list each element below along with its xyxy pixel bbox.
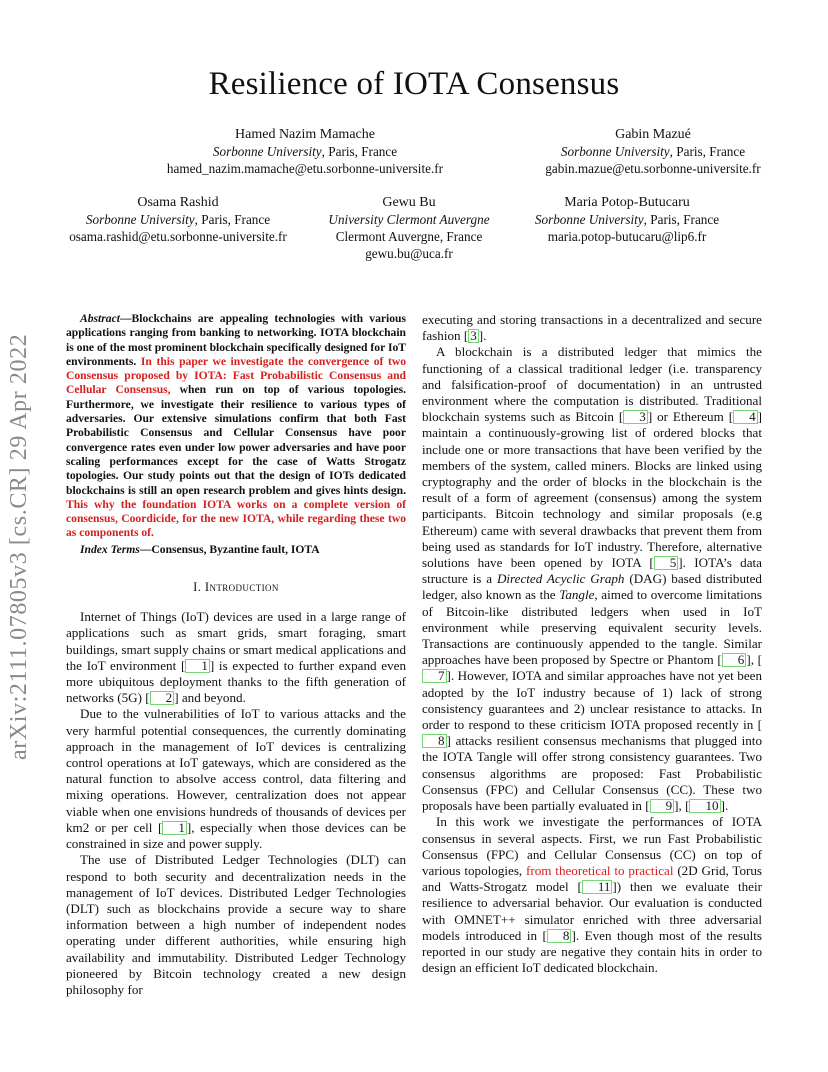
citation-link[interactable]: 5 — [654, 556, 679, 570]
author-affiliation: Sorbonne University, Paris, France — [212, 144, 398, 159]
author-name: Maria Potop-Butucaru — [564, 195, 690, 210]
author-block — [160, 126, 450, 177]
author-block — [522, 194, 732, 245]
author-email: gewu.bu@uca.fr — [365, 246, 453, 261]
citation-link[interactable]: 7 — [422, 669, 447, 683]
author-affiliation: Sorbonne University, Paris, France — [560, 144, 746, 159]
citation-link[interactable]: 8 — [547, 929, 572, 943]
citation-link[interactable]: 1 — [162, 821, 187, 835]
citation-link[interactable]: 2 — [150, 691, 175, 705]
author-email: hamed_nazim.mamache@etu.sorbonne-universite.fr — [166, 161, 444, 176]
left-column — [66, 312, 406, 998]
citation-link[interactable]: 4 — [733, 410, 758, 424]
citation-link[interactable]: 1 — [185, 659, 210, 673]
right-column — [422, 312, 762, 976]
author-affiliation: Sorbonne University, Paris, France — [534, 212, 720, 227]
author-block — [318, 194, 500, 262]
author-name: Osama Rashid — [137, 195, 219, 210]
author-name: Gabin Mazué — [615, 127, 691, 142]
author-email: gabin.mazue@etu.sorbonne-universite.fr — [545, 161, 761, 176]
body-paragraph: The use of Distributed Ledger Technologies (DLT) can respond to both security and decentralization needs in the management of IoT devices. Distributed Ledger Technologies (DLT) such as blockchains provide a secure way to share information between a high number of independent nodes operating under different authorities, while ensuring high availability and immutability. Distributed Ledger Technology pioneered by Bitcoin technology created a new design philosophy for — [66, 852, 406, 997]
body-paragraph: Internet of Things (IoT) devices are used in a large range of applications such as smart grids, smart foraging, smart buildings, smart supply chains or smart medical applications and the IoT environment [ 1 ] is expected to further expand even more ubiquitous deployment thanks to the fifth generation of networks (5G) [ 2 ] and beyond. — [66, 609, 406, 706]
citation-link[interactable]: 10 — [689, 799, 720, 813]
section-heading: I. Introduction — [193, 580, 279, 595]
abstract: Abstract—Blockchains are appealing technologies with various applications ranging from banking to networking. IOTA blockchain is one of the most prominent blockchain specifically designed for IoT environments. In this paper we investigate the convergence of two Consensus proposed by IOTA: Fast Probabilistic Consensus and Cellular Consensus, when run on top of various topologies. Furthermore, we investigate their resilience to various types of adversaries. Our extensive simulations confirm that both Fast Probabilistic Consensus and Cellular Consensus have poor convergence rates even under low power adversaries and have poor scaling performances except for the case of Watts Strogatz topologies. Our study points out that the design of IOTs dedicated blockchains is still an open research problem and gives hints design. This why the foundation IOTA works on a complete version of consensus, Coordicide, for the new IOTA, while regarding these two as components of. — [66, 312, 407, 540]
author-affiliation: Sorbonne University, Paris, France — [85, 212, 271, 227]
author-name: Hamed Nazim Mamache — [235, 127, 375, 142]
author-email: maria.potop-butucaru@lip6.fr — [547, 229, 707, 244]
citation-link[interactable]: 11 — [582, 880, 613, 894]
citation-link[interactable]: 8 — [422, 734, 447, 748]
author-block — [535, 126, 771, 177]
arxiv-identifier: arXiv:2111.07805v3 [cs.CR] 29 Apr 2022 — [6, 333, 32, 760]
index-terms: Index Terms—Consensus, Byzantine fault, IOTA — [80, 542, 320, 556]
citation-link[interactable]: 9 — [650, 799, 675, 813]
body-paragraph: A blockchain is a distributed ledger that mimics the functioning of a classical traditional ledger (i.e. transparency and falsification-proof of documentation) in an untrusted environment where the computation is distributed. Traditional blockchain systems such as Bitcoin [ 3 ] or Ethereum [ 4 ] maintain a continuously-growing list of ordered blocks that include one or more transactions that have been verified by the members of the system, called miners. Blocks are linked using cryptography and the order of blocks in the blockchain is the result of a form of agreement (consensus) among the system participants. Bitcoin technology and similar proposals (e.g Ethereum) came with several drawbacks that prevent them from being used as standards for IoT industry. Therefore, alternative solutions have been opened by IOTA [ 5 ]. IOTA’s data structure is a Directed Acyclic Graph (DAG) based distributed ledger, also known as the Tangle, aimed to overcome limitations of Bitcoin-like distributed ledgers when used in IoT environment while preserving equivalent security levels. Transactions are continuously appended to the tangle. Similar approaches have been proposed by Spectre or Phantom [ 6 ], [7 ]. However, IOTA and similar approaches have not yet been adopted by the IoT industry because of 1) lack of strong consistency guarantees and 2) unclear resistance to attacks. In order to respond to these criticism IOTA proposed recently in [8 ] attacks resilient consensus mechanisms that plugged into the IOTA Tangle will offer strong consistency guarantees. Two consensus algorithms are proposed: Fast Probabilistic Consensus (FPC) and Cellular Consensus (CC). These two proposals have been partially evaluated in [ 9 ], [ 10 ]. — [422, 344, 762, 814]
author-location: Clermont Auvergne, France — [335, 229, 483, 244]
citation-link[interactable]: 3 — [470, 328, 477, 344]
body-paragraph: In this work we investigate the performances of IOTA consensus in several aspects. First, we run Fast Probabilistic Consensus (FPC) and Cellular Consensus (CC) on top of various topologies, from theoretical to practical (2D Grid, Torus and Watts-Strogatz model [ 11 ]) then we evaluate their resilience to adversarial behavior. Our evaluation is conducted with OMNET++ simulator enriched with three adversarial models introduced in [ 8 ]. Even though most of the results reported in our study are negative they contain hits in order to design an efficient IoT dedicated blockchain. — [422, 814, 763, 976]
author-block — [60, 194, 296, 245]
body-paragraph: executing and storing transactions in a decentralized and secure fashion [ 3 ]. — [422, 312, 762, 344]
body-paragraph: Due to the vulnerabilities of IoT to various attacks and the very harmful potential consequences, the currently dominating approach in the management of IoT devices is centralizing control operations at IoT gateways, which are considered as the natural function to absolve access control, data filtering and mixing operations. However, centralization does not appear viable when one envisions hundreds of thousands of devices per km2 or per cell [ 1 ], especially when those devices can be constrained in size and power supply. — [66, 706, 406, 852]
citation-link[interactable]: 3 — [623, 410, 648, 424]
paper-title: Resilience of IOTA Consensus — [208, 66, 620, 102]
author-name: Gewu Bu — [382, 195, 436, 210]
author-affiliation: University Clermont Auvergne — [328, 212, 490, 227]
author-email: osama.rashid@etu.sorbonne-universite.fr — [69, 229, 287, 244]
citation-link[interactable]: 6 — [722, 653, 747, 667]
